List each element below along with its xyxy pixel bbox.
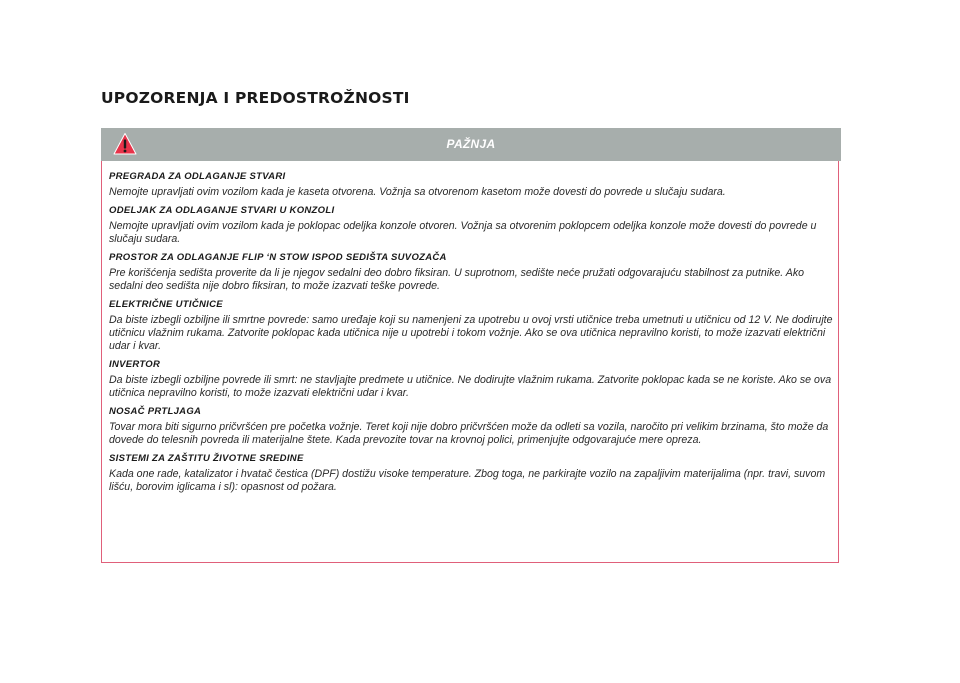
warning-section-flip-n-stow xyxy=(109,252,834,293)
warning-section-environmental-systems xyxy=(109,453,834,494)
section-heading: INVERTOR xyxy=(109,359,161,370)
section-heading: SISTEMI ZA ZAŠTITU ŽIVOTNE SREDINE xyxy=(109,453,304,464)
section-heading: PROSTOR ZA ODLAGANJE FLIP ‘N STOW ISPOD SEDIŠTA SUVOZAČA xyxy=(109,252,447,263)
section-body: Nemojte upravljati ovim vozilom kada je kaseta otvorena. Vožnja sa otvorenom kasetom može dovesti do povrede u slučaju sudara. xyxy=(109,186,726,198)
page-title: UPOZORENJA I PREDOSTROŽNOSTI xyxy=(101,89,410,107)
section-body: Tovar mora biti sigurno pričvršćen pre početka vožnje. Teret koji nije dobro pričvršćen može da odleti sa vozila, naročito pri velikim brzinama, što može da dovede do telesnih povreda ili materijalne štete. Kada prevozite tovar na krovnoj polici, primenjujte odgovarajuće mere opreza. xyxy=(109,421,829,446)
section-heading: ODELJAK ZA ODLAGANJE STVARI U KONZOLI xyxy=(109,205,335,216)
warning-label: PAŽNJA xyxy=(446,137,496,151)
section-heading: PREGRADA ZA ODLAGANJE STVARI xyxy=(109,171,286,182)
section-body: Nemojte upravljati ovim vozilom kada je poklopac odeljka konzole otvoren. Vožnja sa otvorenim poklopcem odeljka konzole može dovesti do povrede u slučaju sudara. xyxy=(109,220,817,245)
warning-section-roof-rack xyxy=(109,406,834,447)
section-body: Da biste izbegli ozbiljne povrede ili smrt: ne stavljajte predmete u utičnice. Ne dodirujte vlažnim rukama. Zatvorite poklopac kada se ne koriste. Ako se ova utičnica nepravilno koristi, to može izazvati električni udar i kvar. xyxy=(109,374,832,399)
section-body: Pre korišćenja sedišta proverite da li je njegov sedalni deo dobro fiksiran. U suprotnom, sedište neće pružati odgovarajuću stabilnost za putnike. Ako sedalni deo sedišta nije dobro fiksiran, to može izazvati teške povrede. xyxy=(109,267,805,292)
warning-content xyxy=(109,171,834,500)
section-heading: NOSAČ PRTLJAGA xyxy=(109,406,202,417)
warning-section-storage-compartment xyxy=(109,171,834,199)
warning-section-power-outlets xyxy=(109,299,834,353)
warning-section-console-compartment xyxy=(109,205,834,246)
section-body: Da biste izbegli ozbiljne ili smrtne povrede: samo uređaje koji su namenjeni za upotrebu u ovoj vrsti utičnice treba umetnuti u utičnicu od 12 V. Ne dodirujte utičnicu vlažnim rukama. Zatvorite poklopac kada utičnica nije u upotrebi i tokom vožnje. Ako se ova utičnica nepravilno koristi, to može izazvati električni udar i kvar. xyxy=(109,314,833,352)
warning-box xyxy=(101,128,839,563)
section-body: Kada one rade, katalizator i hvatač čestica (DPF) dostižu visoke temperature. Zbog toga, ne parkirajte vozilo na zapaljivim materijalima (npr. travi, suvom lišću, borovim iglicama i sl): opasnost od požara. xyxy=(109,468,826,493)
section-heading: ELEKTRIČNE UTIČNICE xyxy=(109,299,223,310)
warning-section-inverter xyxy=(109,359,834,400)
warning-header xyxy=(101,128,841,161)
